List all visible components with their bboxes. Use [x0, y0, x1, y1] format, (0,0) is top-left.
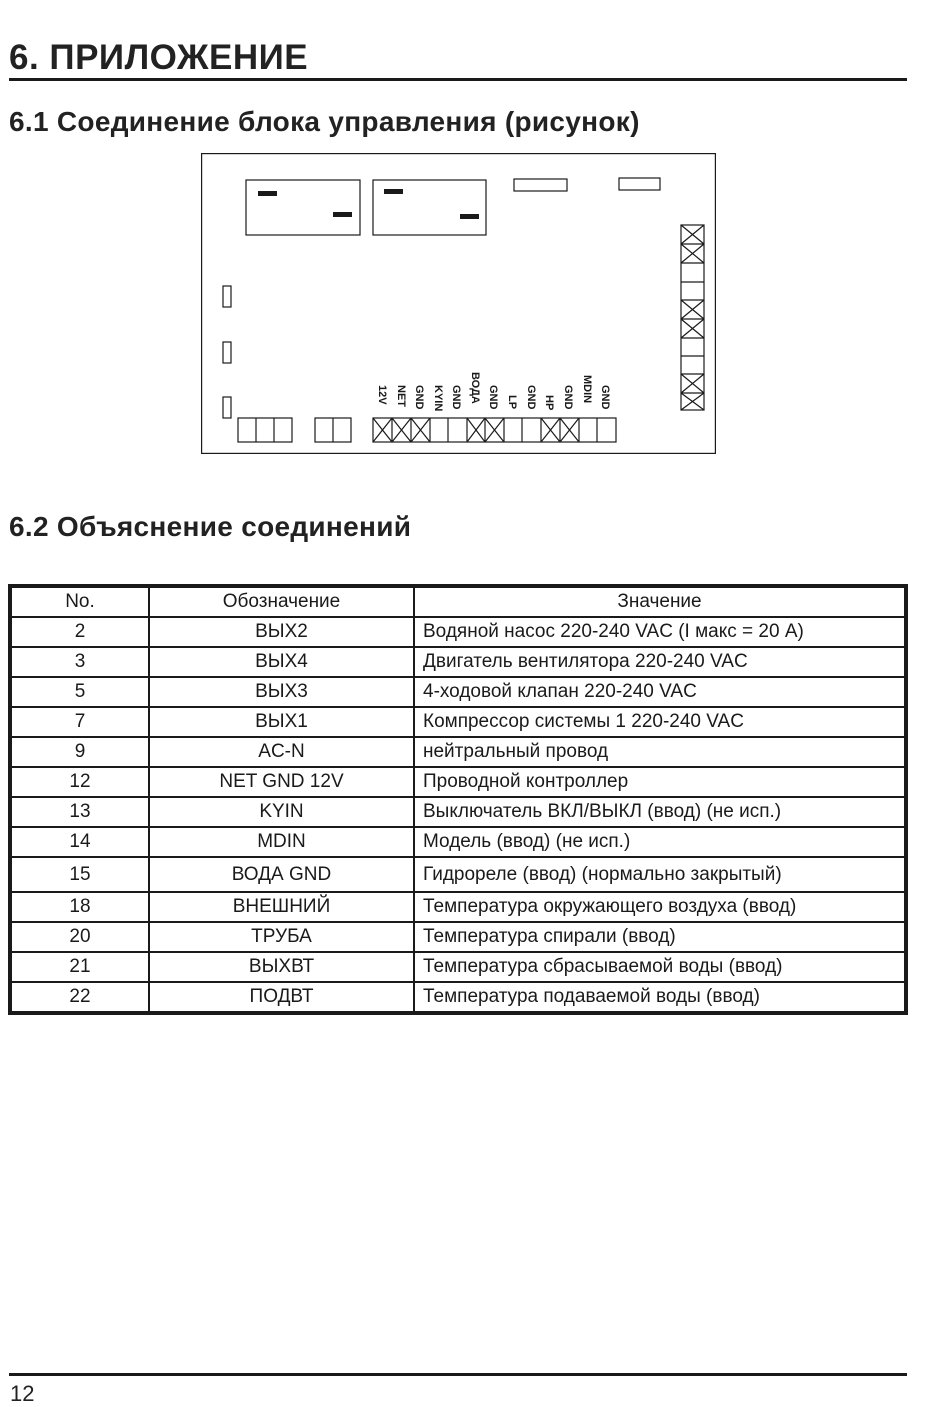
row-designation: ВНЕШНИЙ [149, 892, 414, 922]
row-meaning: Водяной насос 220-240 VAC (I макс = 20 A) [414, 617, 906, 647]
control-board-diagram [201, 153, 716, 454]
terminal-label: MDIN [581, 375, 593, 404]
left-component-1 [223, 286, 231, 307]
table-row [10, 952, 906, 982]
row-designation: ВОДА GND [149, 857, 414, 892]
table-row [10, 827, 906, 857]
relay-2 [373, 180, 486, 235]
row-number: 15 [10, 857, 149, 892]
row-meaning: нейтральный провод [414, 737, 906, 767]
row-number: 13 [10, 797, 149, 827]
connections-table [8, 584, 908, 1015]
terminal-label: ВОДА [469, 372, 481, 404]
bottom-connector-group-1 [238, 418, 292, 442]
page-title: 6. ПРИЛОЖЕНИЕ [9, 38, 309, 77]
relay-1-contact-a [258, 191, 277, 196]
terminal-label: 12V [376, 385, 388, 405]
row-designation: AC-N [149, 737, 414, 767]
terminal-label: GND [450, 385, 462, 410]
terminal-label: GND [487, 385, 499, 410]
table-row [10, 617, 906, 647]
terminal-label: GND [562, 385, 574, 410]
row-number: 14 [10, 827, 149, 857]
top-connector-2 [619, 178, 660, 190]
row-designation: ВЫХВТ [149, 952, 414, 982]
row-number: 2 [10, 617, 149, 647]
row-meaning: Двигатель вентилятора 220-240 VAC [414, 647, 906, 677]
page-number: 12 [10, 1381, 35, 1406]
row-designation: ВЫХ1 [149, 707, 414, 737]
row-meaning: Гидрореле (ввод) (нормально закрытый) [414, 857, 906, 892]
row-number: 21 [10, 952, 149, 982]
row-number: 20 [10, 922, 149, 952]
table-row [10, 982, 906, 1013]
table-row [10, 857, 906, 892]
left-component-2 [223, 342, 231, 363]
terminal-label: GND [525, 385, 537, 410]
table-row [10, 647, 906, 677]
row-number: 3 [10, 647, 149, 677]
col-header-number: No. [10, 586, 149, 617]
table-row [10, 707, 906, 737]
row-designation: ВЫХ4 [149, 647, 414, 677]
relay-2-contact-a [384, 189, 403, 194]
row-meaning: Температура окружающего воздуха (ввод) [414, 892, 906, 922]
row-meaning: Температура сбрасываемой воды (ввод) [414, 952, 906, 982]
terminal-label: NET [395, 385, 407, 407]
row-number: 7 [10, 707, 149, 737]
table-row [10, 797, 906, 827]
table-header-row [10, 586, 906, 617]
row-designation: ВЫХ2 [149, 617, 414, 647]
relay-1 [246, 180, 360, 235]
footer-rule [9, 1373, 907, 1376]
row-designation: NET GND 12V [149, 767, 414, 797]
section-title-board-connection: 6.1 Соединение блока управления (рисунок) [9, 106, 640, 137]
row-designation: ТРУБА [149, 922, 414, 952]
col-header-designation: Обозначение [149, 586, 414, 617]
top-connector-1 [514, 179, 567, 191]
relay-1-contact-b [333, 212, 352, 217]
row-number: 18 [10, 892, 149, 922]
left-component-3 [223, 397, 231, 418]
terminal-label: LP [506, 395, 518, 410]
table-row [10, 922, 906, 952]
row-number: 22 [10, 982, 149, 1013]
row-meaning: Температура подаваемой воды (ввод) [414, 982, 906, 1013]
terminal-label: KYIN [432, 385, 444, 412]
row-meaning: Модель (ввод) (не исп.) [414, 827, 906, 857]
table-row [10, 892, 906, 922]
row-meaning: Компрессор системы 1 220-240 VAC [414, 707, 906, 737]
row-designation: KYIN [149, 797, 414, 827]
row-number: 12 [10, 767, 149, 797]
row-number: 5 [10, 677, 149, 707]
table-row [10, 737, 906, 767]
row-number: 9 [10, 737, 149, 767]
section-title-connection-explanation: 6.2 Объяснение соединений [9, 511, 412, 542]
table-row [10, 767, 906, 797]
terminal-label: GND [413, 385, 425, 410]
table-row [10, 677, 906, 707]
col-header-meaning: Значение [414, 586, 906, 617]
row-designation: ВЫХ3 [149, 677, 414, 707]
relay-2-contact-b [460, 214, 479, 219]
row-designation: MDIN [149, 827, 414, 857]
row-meaning: 4-ходовой клапан 220-240 VAC [414, 677, 906, 707]
row-meaning: Проводной контроллер [414, 767, 906, 797]
row-designation: ПОДВТ [149, 982, 414, 1013]
row-meaning: Температура спирали (ввод) [414, 922, 906, 952]
title-rule [9, 78, 907, 81]
terminal-label: HP [543, 395, 555, 411]
terminal-label: GND [599, 385, 611, 410]
row-meaning: Выключатель ВКЛ/ВЫКЛ (ввод) (не исп.) [414, 797, 906, 827]
